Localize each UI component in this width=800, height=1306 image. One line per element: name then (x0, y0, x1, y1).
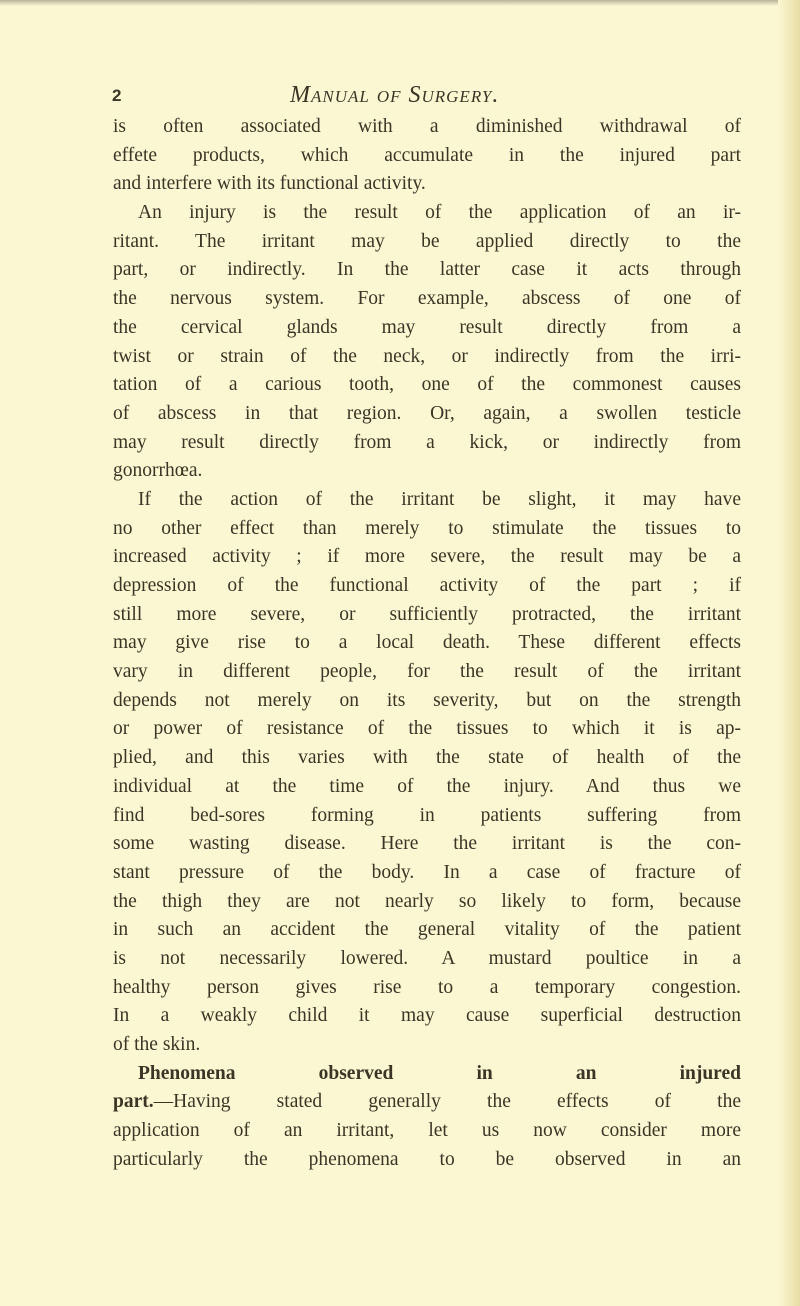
text-line: ritant. The irritant may be applied directly to the (113, 230, 741, 252)
text-line (113, 1088, 741, 1117)
text-line: effete products, which accumulate in the injured part (113, 144, 741, 166)
text-line: application of an irritant, let us now consider more (113, 1120, 741, 1142)
text-line: twist or strain of the neck, or indirectly from the irri- (113, 345, 741, 367)
text-line: still more severe, or sufficiently protracted, the irritant (113, 603, 741, 625)
text-line: tation of a carious tooth, one of the commonest causes (113, 374, 741, 396)
text-line: increased activity ; if more severe, the result may be a (113, 546, 741, 568)
text-line: is often associated with a diminished withdrawal of (113, 116, 741, 137)
text-line: or power of resistance of the tissues to which it is ap- (113, 718, 741, 740)
page-number: 2 (112, 86, 122, 105)
text-line: in such an accident the general vitality of the patient (113, 919, 741, 941)
text-line: is not necessarily lowered. A mustard poultice in a (113, 947, 741, 969)
page-right-edge (778, 0, 800, 1306)
text-line: healthy person gives rise to a temporary congestion. (113, 976, 741, 998)
text-line: part, or indirectly. In the latter case it acts through (113, 259, 741, 281)
text-line: may result directly from a kick, or indirectly from (113, 431, 741, 453)
text-line: stant pressure of the body. In a case of fracture of (113, 861, 741, 883)
text-line: the nervous system. For example, abscess of one of (113, 288, 741, 310)
text-line: of the skin. (113, 1034, 201, 1055)
text-line: and interfere with its functional activity. (113, 173, 426, 195)
text-line: gonorrhœa. (113, 460, 203, 482)
body-text (113, 113, 741, 1174)
text-line: may give rise to a local death. These different effects (113, 632, 741, 654)
text-line: An injury is the result of the application of an ir- (138, 202, 741, 224)
text-line: depends not merely on its severity, but on the strength (113, 689, 741, 711)
text-line: If the action of the irritant be slight, it may have (138, 488, 741, 510)
section-heading-end: part. (113, 1091, 154, 1113)
text-line: find bed-sores forming in patients suffering from (113, 804, 741, 826)
text-line: of abscess in that region. Or, again, a swollen testicle (113, 402, 741, 424)
text-line: particularly the phenomena to be observed in an (113, 1148, 741, 1170)
text-line: In a weakly child it may cause superficial destruction (113, 1005, 741, 1027)
text-line: some wasting disease. Here the irritant is the con- (113, 833, 741, 855)
text-line: individual at the time of the injury. And thus we (113, 775, 741, 797)
section-text: —Having stated generally the effects of the (153, 1091, 741, 1113)
running-title: Manual of Surgery. (290, 82, 500, 108)
text-line: the cervical glands may result directly from a (113, 316, 741, 338)
page-top-edge (0, 0, 800, 6)
text-line: no other effect than merely to stimulate the tissues to (113, 517, 741, 539)
text-line: depression of the functional activity of the part ; if (113, 575, 741, 596)
text-line: plied, and this varies with the state of health of the (113, 747, 741, 769)
section-heading: Phenomena observed in an injured (138, 1062, 741, 1084)
text-line: the thigh they are not nearly so likely to form, because (113, 890, 741, 912)
text-line: vary in different people, for the result of the irritant (113, 661, 741, 683)
